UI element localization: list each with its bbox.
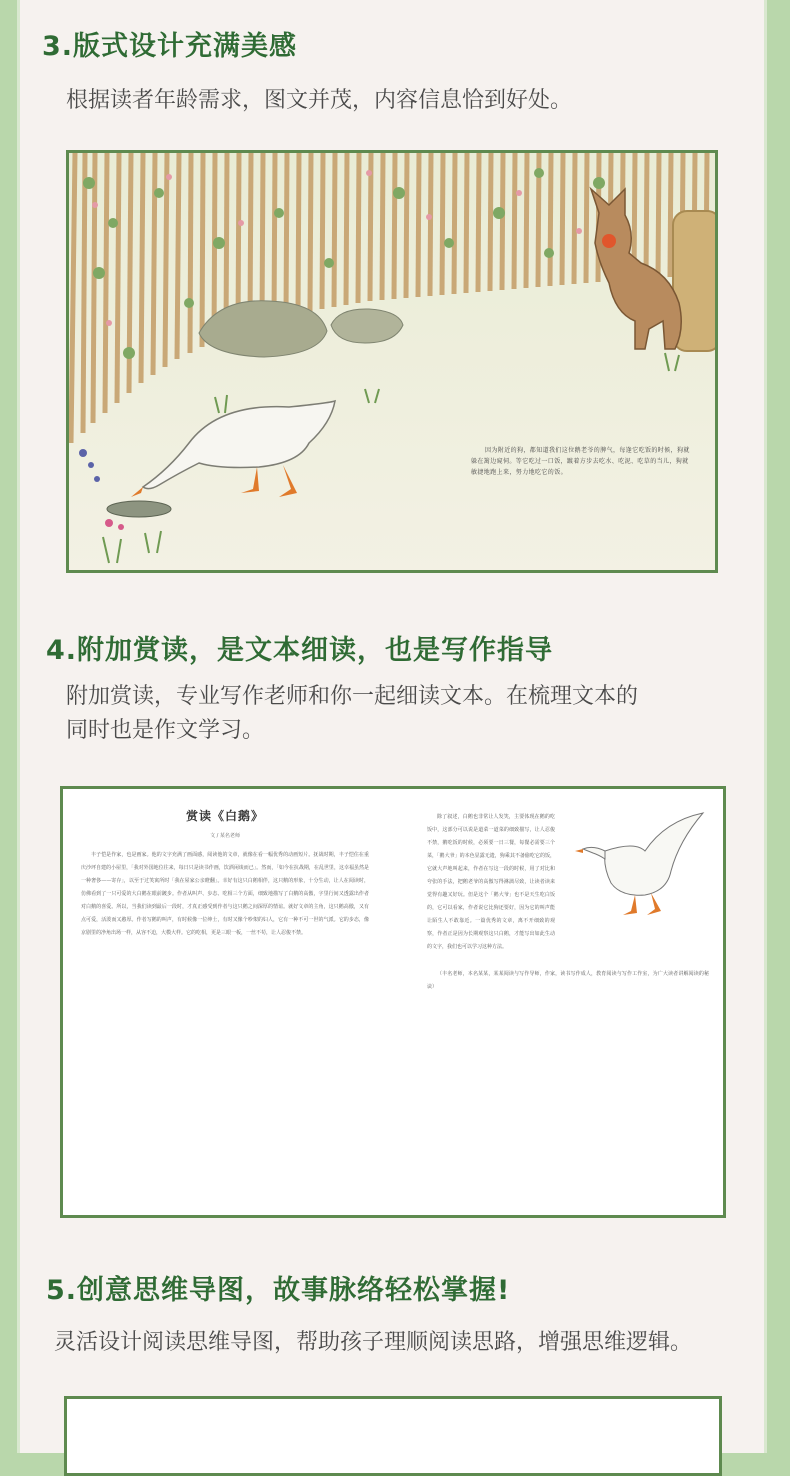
book-author: 文 / 某名老师	[210, 833, 240, 839]
book-left-page	[81, 807, 369, 940]
section-3-text: 根据读者年龄需求，图文并茂，内容信息恰到好处。	[66, 88, 573, 113]
book-right-page	[427, 811, 709, 994]
section-3-heading: 3.版式设计充满美感	[42, 31, 298, 62]
section-4-text-line-1: 附加赏读，专业写作老师和你一起细读文本。在梳理文本的	[66, 684, 639, 709]
food-bowl	[107, 501, 171, 517]
section-4-text-line-2: 同时也是作文学习。	[66, 718, 265, 743]
section-4-heading: 4.附加赏读，是文本细读，也是写作指导	[46, 635, 554, 666]
flying-goose-illustration	[575, 811, 709, 921]
section-5-text: 灵活设计阅读思维导图，帮助孩子理顺阅读思路，增强思维逻辑。	[54, 1330, 693, 1355]
book-spread-image	[60, 786, 726, 1218]
mind-map-image-frame	[64, 1396, 722, 1476]
book-left-body: 丰子恺是作家，也是画家。他的文字充满了画面感，阅读他的文章，就像在看一幅优秀的动画短片。抚战时期，丰子恺住在重庆沙坪自建的小屋里，「我对外国地位往来，每日只是读书作画，饮酒闲谈而已」。然而，「如今在抗战期，在乱世里，这幸福虽然是一种奢侈——寄存」，以至于过笑寓所时「我在屋家公亲瞪翻」。幸好有这只白鹅相伴，这只鹅的形象，十分生动，让人在阅读时，仿佛看到了一只可爱的大白鹅在眼前踱步。作者从叫声、步态、吃相三个方面，细致地描写了白鹅的高傲，字里行间又透露出作者对白鹅的喜爱。所以，当我们读到最后一段时，才真正感受到作者与这只鹅之间深厚的情谊。就好文章的主角，这只鹅高傲，又有点可爱，活泼而又憨厚。作者写鹅的叫声，有时候像一位绅士，有时又像个吵架的妇人，它有一种不可一世的气派。它的步态，像京剧里的净角出场一样，从容不迫，大模大样。它的吃相，更是三眼一板，一丝不苟，让人忍俊不禁。	[81, 852, 369, 936]
book-right-body: 除了叙述，白鹅也非常让人发笑，主要体现在鹅的吃饭中，这部分可以说是道菜一道菜的细致描写，让人忍俊不禁，鹅吃饭的时候，必须要一日三餐，每餐必需要三个菜，「鹅大爷」的本色显露无遗，狗乘其不备偷吃它的饭，它就大声地叫起来，作者在写这一段的时候，用了对比和夸张的手法，把鹅老爷的高傲写得淋漓尽致，让读者读来觉得有趣又好玩。但是这个「鹅大爷」也不是天生吃白饭的，它可以看家，作者说它比狗还要好，因为它的叫声能让陌生人不敢靠近。一篇优秀的文章，离不开细致的观察，作者正是因为长期观察这只白鹅，才能写出如此生动的文字，我们也可以学习这种方法。	[427, 814, 555, 950]
goose-dog-illustration	[66, 150, 718, 573]
section-5-heading: 5.创意思维导图，故事脉络轻松掌握!	[46, 1275, 511, 1306]
illustration-drawing	[69, 153, 718, 573]
book-title: 赏读《白鹅》	[185, 809, 264, 823]
illustration-caption: 因为附近的狗，都知道我们这位鹅老爷的脾气，每逢它吃饭的时候，狗就躲在篱边窥伺。等它吃过一口饭，踱着方步去吃水、吃泥、吃草的当儿，狗就敏捷地跑上来，努力地吃它的饭。	[471, 447, 690, 476]
book-note: （丰名老师，本名某某，某某阅读与写作导师，作家，读书写作成人，教育阅读与写作工作室，为广大读者讲解阅读的秘诀）	[427, 971, 709, 990]
dog-toy-ball	[602, 234, 616, 248]
